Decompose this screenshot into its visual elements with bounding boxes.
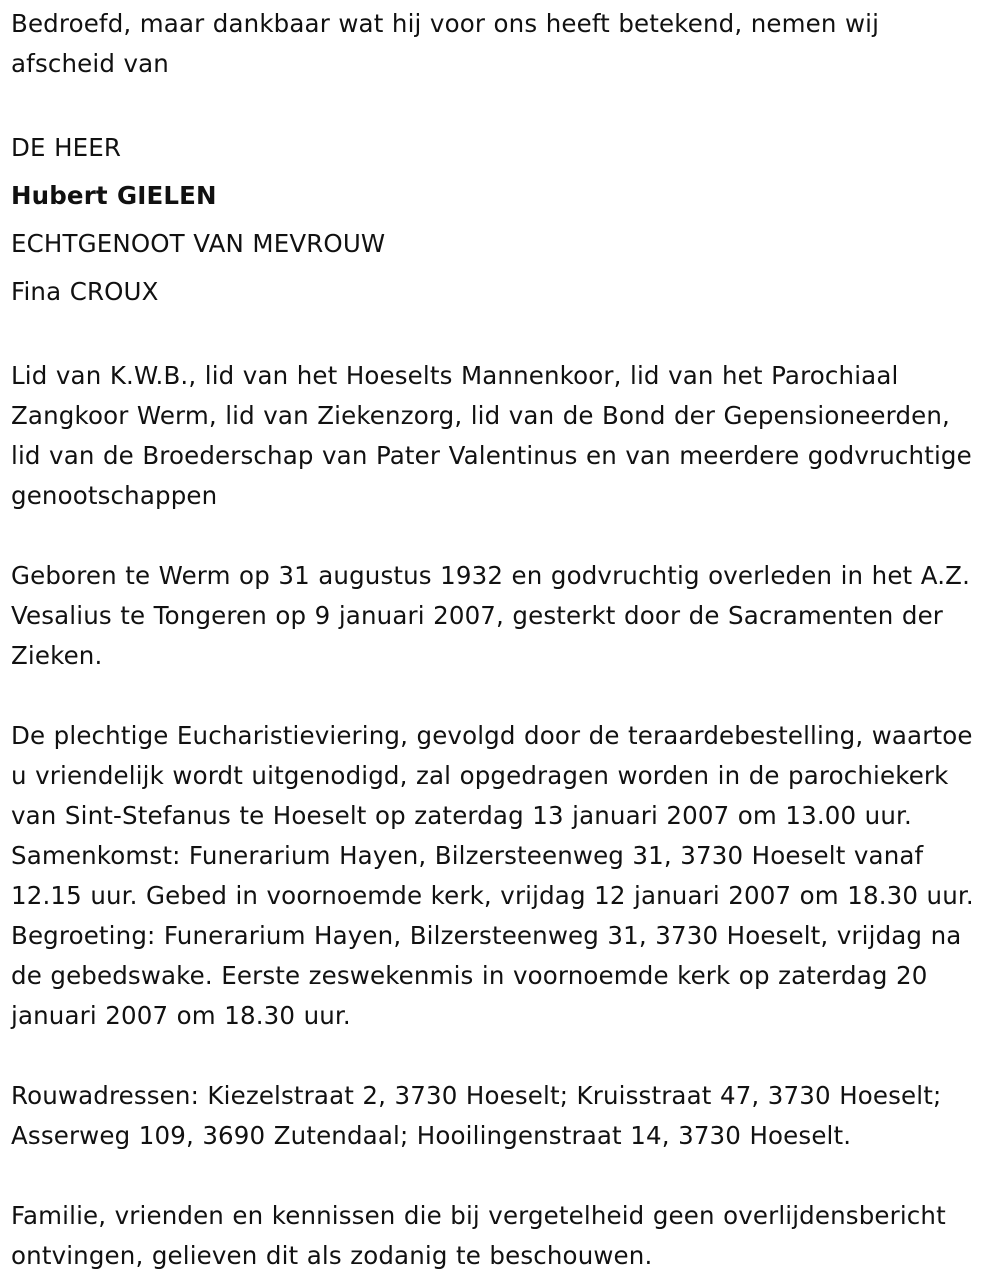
spacer	[11, 1036, 986, 1076]
spacer	[11, 676, 986, 716]
title-prefix: DE HEER	[11, 133, 122, 162]
spouse-label: ECHTGENOOT VAN MEVROUW	[11, 229, 386, 258]
mourning-addresses-paragraph: Rouwadressen: Kiezelstraat 2, 3730 Hoeselt; Kruisstraat 47, 3730 Hoeselt; Asserweg 109, 3690 Zutendaal; Hooilingenstraat 14, 3730 Hoeselt.	[11, 1081, 942, 1150]
spacer	[11, 84, 986, 124]
deceased-name: Hubert GIELEN	[11, 181, 217, 210]
ceremony-paragraph: De plechtige Eucharistieviering, gevolgd door de teraardebestelling, waartoe u vriendelijk wordt uitgenodigd, zal opgedragen worden in de parochiekerk van Sint-Stefanus te Hoeselt op zaterdag 13 januari 2007 om 13.00 uur. Samenkomst: Funerarium Hayen, Bilzersteenweg 31, 3730 Hoeselt vanaf 12.15 uur. Gebed in voornoemde kerk, vrijdag 12 januari 2007 om 18.30 uur. Begroeting: Funerarium Hayen, Bilzersteenweg 31, 3730 Hoeselt, vrijdag na de gebedswake. Eerste zeswekenmis in voornoemde kerk op zaterdag 20 januari 2007 om 18.30 uur.	[11, 721, 974, 1030]
intro-text: Bedroefd, maar dankbaar wat hij voor ons heeft betekend, nemen wij afscheid van	[11, 9, 880, 78]
closing-paragraph: Familie, vrienden en kennissen die bij vergetelheid geen overlijdensbericht ontvingen, gelieven dit als zodanig te beschouwen.	[11, 1201, 946, 1270]
spacer	[11, 516, 986, 556]
birth-death-paragraph: Geboren te Werm op 31 augustus 1932 en godvruchtig overleden in het A.Z. Vesalius te Tongeren op 9 januari 2007, gesterkt door de Sacramenten der Zieken.	[11, 561, 971, 670]
spacer	[11, 1156, 986, 1196]
spacer	[11, 316, 986, 356]
spouse-name: Fina CROUX	[11, 277, 159, 306]
memberships-paragraph: Lid van K.W.B., lid van het Hoeselts Mannenkoor, lid van het Parochiaal Zangkoor Werm, lid van Ziekenzorg, lid van de Bond der Gepensioneerden, lid van de Broederschap van Pater Valentinus en van meerdere godvruchtige genootschappen	[11, 361, 972, 510]
